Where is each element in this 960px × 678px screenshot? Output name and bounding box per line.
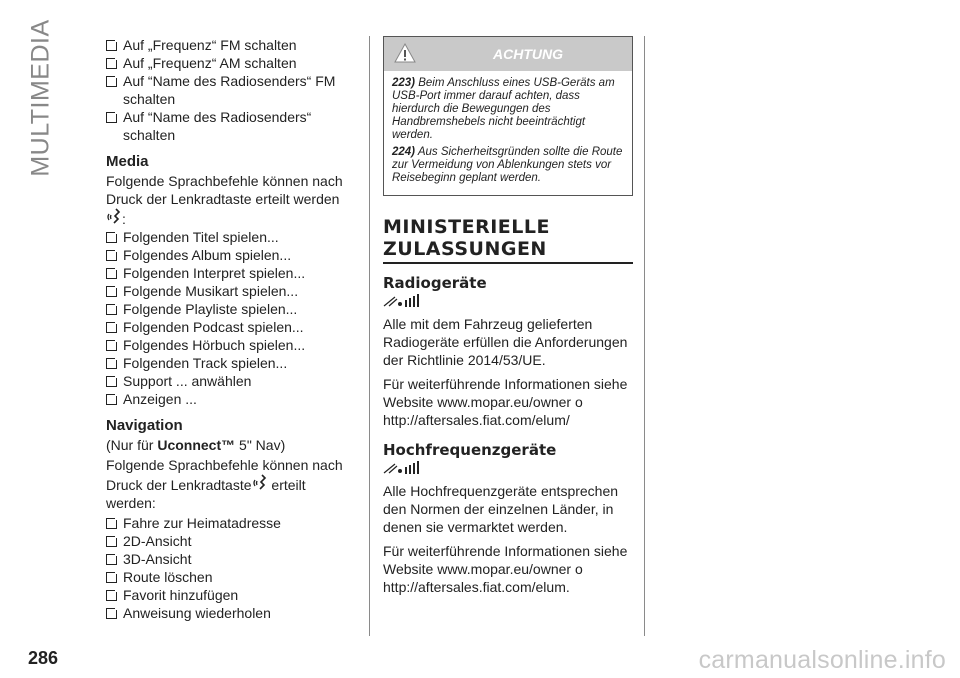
checkbox-icon [106,304,117,315]
site-watermark: carmanualsonline.info [698,646,946,674]
radio-signal-icon [383,294,633,311]
high-frequency-heading: Hochfrequenzgeräte [383,441,557,459]
checkbox-icon [106,590,117,601]
checkbox-icon [106,554,117,565]
radio-paragraph: Für weiterführende Informationen siehe Website www.mopar.eu/owner o http://aftersales.fiat.com/elum/ [383,376,628,428]
radio-paragraph: Alle mit dem Fahrzeug gelieferten Radiogeräte erfüllen die Anforderungen der Richtlinie 2014/53/UE. [383,316,628,368]
checkbox-icon [106,322,117,333]
navigation-note-brand: Uconnect™ [157,437,236,453]
checkbox-icon [106,394,117,405]
list-item: Folgende Playliste spielen... [106,300,356,318]
navigation-note: (Nur für Uconnect™ 5" Nav) [106,437,286,453]
media-command-list [106,228,356,408]
checkbox-icon [106,340,117,351]
checkbox-icon [106,376,117,387]
page-number: 286 [28,648,59,668]
checkbox-icon [106,518,117,529]
column-divider [369,36,370,636]
radio-command-list [106,36,356,144]
voice-command-icon [106,208,122,228]
list-item: Auf „Frequenz“ AM schalten [106,54,356,72]
checkbox-icon [106,250,117,261]
navigation-intro-line: werden: [106,495,156,511]
list-item: Folgenden Titel spielen... [106,228,356,246]
list-item: Fahre zur Heimatadresse [106,514,356,532]
checkbox-icon [106,608,117,619]
warning-note: 223) Beim Anschluss eines USB-Geräts am USB-Port immer darauf achten, dass hierdurch die Bewegungen des Handbremshebels nicht beeinträchtigt werden. [392,77,615,141]
navigation-command-list [106,514,356,622]
warning-note-number: 223) [392,77,416,89]
list-item: Folgendes Hörbuch spielen... [106,336,356,354]
warning-header [384,37,632,71]
list-item: Anweisung wiederholen [106,604,356,622]
radio-heading: Radiogeräte [383,274,487,292]
media-heading: Media [106,153,149,170]
warning-body [384,71,632,195]
list-item: Folgenden Podcast spielen... [106,318,356,336]
warning-box [383,36,633,196]
list-item: Support ... anwählen [106,372,356,390]
list-item: Auf “Name des Radiosenders“ schalten [106,108,356,144]
section-side-label-text: MULTIMEDIA [26,19,55,177]
high-frequency-paragraph: Alle Hochfrequenzgeräte entsprechen den Normen der einzelnen Länder, in denen sie vermarktet werden. [383,483,619,535]
high-frequency-paragraph: Für weiterführende Informationen siehe Website www.mopar.eu/owner o http://aftersales.fiat.com/elum. [383,543,628,595]
list-item: Folgenden Interpret spielen... [106,264,356,282]
checkbox-icon [106,58,117,69]
right-column [383,36,633,596]
media-intro: Folgende Sprachbefehle können nach Druck der Lenkradtaste erteilt werden [106,173,343,207]
checkbox-icon [106,112,117,123]
list-item: 3D-Ansicht [106,550,356,568]
media-intro-icon-line: : [106,208,356,228]
navigation-heading: Navigation [106,417,183,434]
checkbox-icon [106,268,117,279]
checkbox-icon [106,76,117,87]
list-item: Folgende Musikart spielen... [106,282,356,300]
left-column [106,36,356,622]
checkbox-icon [106,40,117,51]
list-item: Route löschen [106,568,356,586]
warning-note: 224) Aus Sicherheitsgründen sollte die Route zur Vermeidung von Ablenkungen stets vor Reisebeginn geplant werden. [392,146,623,184]
checkbox-icon [106,286,117,297]
column-divider [644,36,645,636]
checkbox-icon [106,572,117,583]
radio-signal-icon [383,461,633,478]
checkbox-icon [106,358,117,369]
list-item: Folgenden Track spielen... [106,354,356,372]
list-item: Auf „Frequenz“ FM schalten [106,36,356,54]
navigation-intro-line: Folgende Sprachbefehle können nach [106,457,343,473]
list-item: Favorit hinzufügen [106,586,356,604]
section-side-label [6,19,76,178]
section-heading: MINISTERIELLE ZULASSUNGEN [383,216,633,264]
checkbox-icon [106,232,117,243]
list-item: Folgendes Album spielen... [106,246,356,264]
navigation-intro-line: Druck der Lenkradtaste erteilt [106,474,356,494]
list-item: 2D-Ansicht [106,532,356,550]
list-item: Auf “Name des Radiosenders“ FM schalten [106,72,356,108]
warning-note-number: 224) [392,146,416,158]
checkbox-icon [106,536,117,547]
list-item: Anzeigen ... [106,390,356,408]
voice-command-icon [252,474,268,494]
warning-title: ACHTUNG [493,46,563,62]
